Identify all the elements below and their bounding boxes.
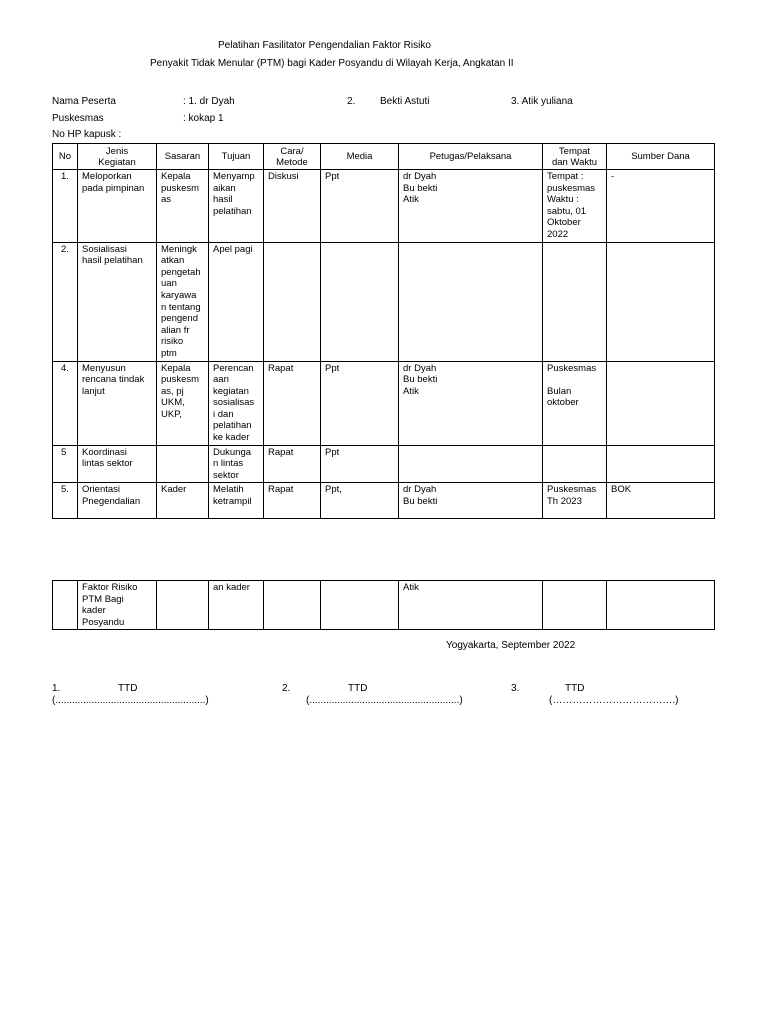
cell-metode [264, 581, 321, 630]
cell-tempat-waktu [543, 445, 607, 483]
header-sasaran: Sasaran [157, 144, 209, 170]
header-media: Media [321, 144, 399, 170]
cell-tujuan: an kader [209, 581, 264, 630]
table-row [53, 483, 715, 519]
cell-petugas: dr Dyah Bu bekti [399, 483, 543, 519]
cell-sasaran [157, 445, 209, 483]
cell-tujuan: Perencan aan kegiatan sosialisas i dan pelatihan ke kader [209, 361, 264, 445]
table-row [53, 242, 715, 361]
cell-petugas [399, 445, 543, 483]
cell-jenis: Sosialisasi hasil pelatihan [78, 242, 157, 361]
doc-title-line2: Penyakit Tidak Menular (PTM) bagi Kader Posyandu di Wilayah Kerja, Angkatan II [150, 58, 514, 69]
cell-sumber-dana [607, 361, 715, 445]
cell-sasaran: Kepala puskesm as [157, 170, 209, 243]
table-row [53, 445, 715, 483]
participant-2-name: Bekti Astuti [380, 96, 430, 107]
header-sumber-dana: Sumber Dana [607, 144, 715, 170]
cell-sasaran: Kader [157, 483, 209, 519]
table-row [53, 170, 715, 243]
cell-sasaran [157, 581, 209, 630]
cell-tempat-waktu: Puskesmas Th 2023 [543, 483, 607, 519]
cell-metode: Rapat [264, 483, 321, 519]
cell-no: 4. [53, 361, 78, 445]
header-petugas: Petugas/Pelaksana [399, 144, 543, 170]
table-row [53, 361, 715, 445]
cell-sumber-dana: BOK [607, 483, 715, 519]
cell-tempat-waktu: Tempat : puskesmas Waktu : sabtu, 01 Oktober 2022 [543, 170, 607, 243]
signature-2-ttd: TTD [348, 683, 368, 694]
cell-sumber-dana [607, 581, 715, 630]
cell-tujuan: Menyamp aikan hasil pelatihan [209, 170, 264, 243]
cell-jenis: Meloporkan pada pimpinan [78, 170, 157, 243]
activity-plan-table [52, 143, 715, 519]
table-row [53, 581, 715, 630]
cell-tujuan: Apel pagi [209, 242, 264, 361]
table-header-row [53, 144, 715, 170]
cell-petugas: dr Dyah Bu bekti Atik [399, 170, 543, 243]
cell-media [321, 581, 399, 630]
signature-3-ttd: TTD [565, 683, 585, 694]
cell-media: Ppt [321, 361, 399, 445]
cell-no: 5 [53, 445, 78, 483]
cell-sumber-dana: - [607, 170, 715, 243]
participant-1: : 1. dr Dyah [183, 96, 235, 107]
participant-name-label: Nama Peserta [52, 96, 116, 107]
cell-jenis: Faktor Risiko PTM Bagi kader Posyandu [78, 581, 157, 630]
cell-no: 1. [53, 170, 78, 243]
signature-1-line: (......................................................) [52, 695, 209, 706]
place-date: Yogyakarta, September 2022 [446, 640, 576, 651]
cell-tujuan: Dukunga n lintas sektor [209, 445, 264, 483]
signature-3-line: (……………………………….) [549, 695, 679, 706]
signature-1-ttd: TTD [118, 683, 138, 694]
cell-jenis: Koordinasi lintas sektor [78, 445, 157, 483]
participant-2-number: 2. [347, 96, 356, 107]
continuation-table [52, 580, 715, 630]
header-tujuan: Tujuan [209, 144, 264, 170]
cell-petugas: dr Dyah Bu bekti Atik [399, 361, 543, 445]
header-tempat-waktu: Tempat dan Waktu [543, 144, 607, 170]
header-jenis-kegiatan: Jenis Kegiatan [78, 144, 157, 170]
header-no: No [53, 144, 78, 170]
hp-kapusk-label: No HP kapusk : [52, 129, 122, 140]
cell-tempat-waktu: Puskesmas Bulan oktober [543, 361, 607, 445]
cell-metode: Rapat [264, 445, 321, 483]
header-cara-metode: Cara/ Metode [264, 144, 321, 170]
cell-no [53, 581, 78, 630]
cell-sasaran: Kepala puskesm as, pj UKM, UKP, [157, 361, 209, 445]
cell-tempat-waktu [543, 242, 607, 361]
cell-jenis: Menyusun rencana tindak lanjut [78, 361, 157, 445]
signature-2-number: 2. [282, 683, 291, 694]
cell-no: 2. [53, 242, 78, 361]
cell-no: 5. [53, 483, 78, 519]
puskesmas-value: : kokap 1 [183, 113, 224, 124]
cell-sumber-dana [607, 242, 715, 361]
cell-sumber-dana [607, 445, 715, 483]
cell-metode [264, 242, 321, 361]
cell-media: Ppt [321, 170, 399, 243]
cell-media: Ppt, [321, 483, 399, 519]
cell-petugas [399, 242, 543, 361]
cell-jenis: Orientasi Pnegendalian [78, 483, 157, 519]
cell-metode: Rapat [264, 361, 321, 445]
cell-sasaran: Meningk atkan pengetah uan karyawa n tentang pengend alian fr risiko ptm [157, 242, 209, 361]
puskesmas-label: Puskesmas [52, 113, 104, 124]
cell-metode: Diskusi [264, 170, 321, 243]
cell-tempat-waktu [543, 581, 607, 630]
participant-3: 3. Atik yuliana [511, 96, 573, 107]
signature-2-line: (......................................................) [306, 695, 463, 706]
cell-tujuan: Melatih ketrampil [209, 483, 264, 519]
signature-3-number: 3. [511, 683, 520, 694]
cell-media: Ppt [321, 445, 399, 483]
cell-petugas: Atik [399, 581, 543, 630]
cell-media [321, 242, 399, 361]
signature-1-number: 1. [52, 683, 61, 694]
doc-title-line1: Pelatihan Fasilitator Pengendalian Faktor Risiko [218, 40, 431, 51]
